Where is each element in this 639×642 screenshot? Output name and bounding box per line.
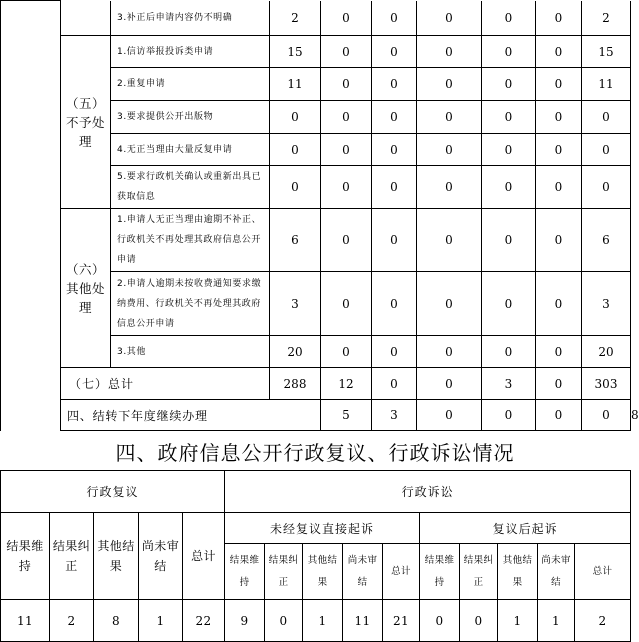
- cell-value: 0: [372, 368, 417, 400]
- cell-value: 0: [536, 368, 582, 400]
- row-desc: 3.其他: [111, 336, 270, 368]
- cell-value: 0: [321, 209, 372, 272]
- cell-value: 0: [536, 1, 582, 36]
- cell-value: 1: [498, 600, 538, 642]
- table-row: [1, 209, 631, 272]
- cell-value: 0: [460, 600, 498, 642]
- total-label: （七）总计: [61, 368, 270, 400]
- cell-value: 303: [582, 368, 631, 400]
- cell-value: 0: [372, 166, 417, 209]
- header-row: [1, 513, 631, 544]
- cell-value: 0: [417, 68, 482, 101]
- cell-value: 0: [417, 166, 482, 209]
- header-row: [1, 471, 631, 513]
- cell-value: 0: [582, 400, 631, 431]
- section-title: 四、政府信息公开行政复议、行政诉讼情况: [115, 441, 515, 465]
- cell-value: 0: [582, 166, 631, 209]
- cell-value: 0: [372, 336, 417, 368]
- cell-value: 2: [50, 600, 94, 642]
- cell-value: 0: [536, 272, 582, 336]
- review-litigation-table: [0, 470, 631, 642]
- cell-value: 12: [321, 368, 372, 400]
- direct-col-header: 其他结果: [303, 544, 343, 600]
- carryover-label: 四、结转下年度继续办理: [61, 400, 321, 431]
- cell-value: 288: [270, 368, 321, 400]
- cell-value: 0: [482, 1, 536, 36]
- total-row: [1, 368, 631, 400]
- cell-value: 0: [372, 101, 417, 134]
- row-desc: 1.信访举报投诉类申请: [111, 36, 270, 68]
- row-desc: 3.要求提供公开出版物: [111, 101, 270, 134]
- review-col-header: 总计: [183, 513, 225, 600]
- cell-value: 6: [582, 209, 631, 272]
- cell-value: 2: [582, 1, 631, 36]
- direct-suit-header: 未经复议直接起诉: [225, 513, 420, 544]
- cell-value: 1: [538, 600, 575, 642]
- carryover-row: 四、结转下年度继续办理 5 3 0 0 0 0 8: [1, 400, 631, 431]
- after-col-header: 其他结果: [498, 544, 538, 600]
- cell-value: 11: [343, 600, 383, 642]
- after-col-header: 结果纠正: [460, 544, 498, 600]
- cell-value: 0: [417, 134, 482, 166]
- review-col-header: 其他结果: [94, 513, 139, 600]
- cell-value: 0: [482, 272, 536, 336]
- cell-value: 0: [321, 1, 372, 36]
- cell-value: 11: [1, 600, 50, 642]
- cell-value: 0: [417, 36, 482, 68]
- cell-value: 0: [536, 400, 582, 431]
- cell-value: 0: [321, 336, 372, 368]
- cell-value: 0: [482, 36, 536, 68]
- after-col-header: 尚未审结: [538, 544, 575, 600]
- cell-value: 0: [536, 336, 582, 368]
- cell-value: 0: [536, 36, 582, 68]
- review-col-header: 尚未审结: [139, 513, 183, 600]
- cell-value: 0: [482, 134, 536, 166]
- cell-value: 0: [536, 134, 582, 166]
- cell-value: 20: [582, 336, 631, 368]
- cell-value: 2: [575, 600, 631, 642]
- cell-value: 0: [372, 272, 417, 336]
- row-desc: 2.重复申请: [111, 68, 270, 101]
- cell-value: 0: [482, 166, 536, 209]
- review-col-header: 结果维持: [1, 513, 50, 600]
- cell-value: 0: [417, 209, 482, 272]
- cell-value: 6: [270, 209, 321, 272]
- cell-value: 1: [139, 600, 183, 642]
- cell-value: 0: [536, 68, 582, 101]
- blank-cell: [61, 1, 111, 36]
- after-col-header: 总计: [575, 544, 631, 600]
- cell-value: 8: [94, 600, 139, 642]
- cell-value: 0: [417, 336, 482, 368]
- cell-value: 3: [482, 368, 536, 400]
- blank-cell: [1, 1, 61, 431]
- group-label-5: （五）不予处理: [61, 36, 111, 209]
- row-desc: 5.要求行政机关确认或重新出具已获取信息: [111, 166, 270, 209]
- cell-value: 15: [582, 36, 631, 68]
- cell-value: 0: [482, 68, 536, 101]
- cell-value: 0: [420, 600, 460, 642]
- cell-value: 0: [372, 134, 417, 166]
- after-review-header: 复议后起诉: [420, 513, 631, 544]
- cell-value: 2: [270, 1, 321, 36]
- cell-value: 20: [270, 336, 321, 368]
- cell-value: 22: [183, 600, 225, 642]
- cell-value: 0: [321, 68, 372, 101]
- cell-value: 0: [536, 166, 582, 209]
- data-row: [1, 600, 631, 642]
- cell-value: 11: [270, 68, 321, 101]
- cell-value: 0: [321, 101, 372, 134]
- review-col-header: 结果纠正: [50, 513, 94, 600]
- row-desc: 3.补正后申请内容仍不明确: [111, 1, 270, 36]
- cell-value: 0: [265, 600, 303, 642]
- row-desc: 2.申请人逾期未按收费通知要求缴纳费用、行政机关不再处理其政府信息公开申请: [111, 272, 270, 336]
- cell-value: 15: [270, 36, 321, 68]
- cell-value: 0: [582, 101, 631, 134]
- cell-value: 0: [270, 166, 321, 209]
- direct-col-header: 总计: [383, 544, 420, 600]
- review-header: 行政复议: [1, 471, 225, 513]
- cell-value: 1: [303, 600, 343, 642]
- cell-value: 21: [383, 600, 420, 642]
- cell-value: 0: [482, 336, 536, 368]
- cell-value: 0: [417, 101, 482, 134]
- direct-col-header: 结果维持: [225, 544, 265, 600]
- cell-value: 0: [536, 209, 582, 272]
- group-label-6: （六）其他处理: [61, 209, 111, 368]
- cell-value: 0: [372, 36, 417, 68]
- row-desc: 1.申请人无正当理由逾期不补正、行政机关不再处理其政府信息公开申请: [111, 209, 270, 272]
- cell-value: 3: [372, 400, 417, 431]
- cell-value: 3: [582, 272, 631, 336]
- direct-col-header: 结果纠正: [265, 544, 303, 600]
- cell-value: 0: [270, 134, 321, 166]
- cell-value: 0: [321, 272, 372, 336]
- cell-value: 0: [536, 101, 582, 134]
- cell-value: 0: [270, 101, 321, 134]
- cell-value: 0: [482, 209, 536, 272]
- cell-value: 0: [482, 101, 536, 134]
- litigation-header: 行政诉讼: [225, 471, 631, 513]
- cell-value: 0: [372, 1, 417, 36]
- cell-value: 0: [321, 134, 372, 166]
- cell-value: 0: [417, 368, 482, 400]
- cell-value: 0: [482, 400, 536, 431]
- cell-value: 0: [417, 1, 482, 36]
- cell-value: 0: [372, 209, 417, 272]
- cell-value: 0: [582, 134, 631, 166]
- cell-value: 9: [225, 600, 265, 642]
- table-row: [1, 1, 631, 36]
- cell-value: 0: [321, 166, 372, 209]
- direct-col-header: 尚未审结: [343, 544, 383, 600]
- cell-value: 0: [417, 272, 482, 336]
- cell-value: 5: [321, 400, 372, 431]
- cell-value: 11: [582, 68, 631, 101]
- table-row: [1, 36, 631, 68]
- cell-value: 3: [270, 272, 321, 336]
- row-desc: 4.无正当理由大量反复申请: [111, 134, 270, 166]
- after-col-header: 结果维持: [420, 544, 460, 600]
- cell-value: 0: [321, 36, 372, 68]
- cell-value: 0: [417, 400, 482, 431]
- cell-value: 0: [372, 68, 417, 101]
